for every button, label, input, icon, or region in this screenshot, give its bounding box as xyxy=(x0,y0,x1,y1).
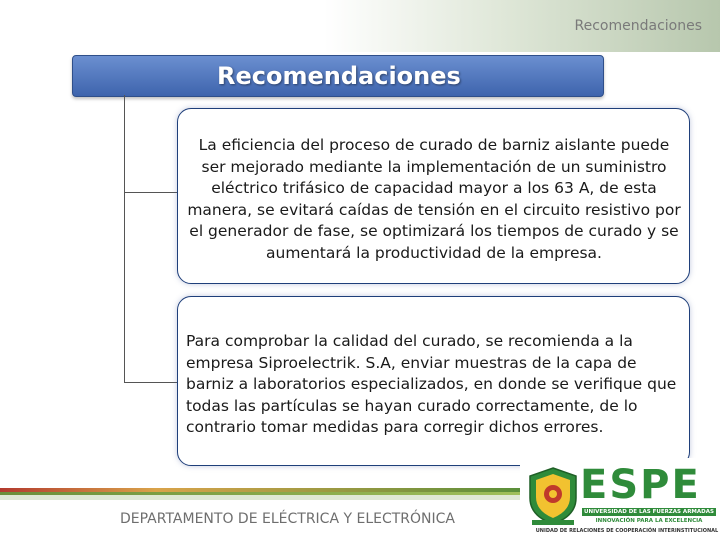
university-motto: INNOVACIÓN PARA LA EXCELENCIA xyxy=(595,518,703,524)
title-banner xyxy=(72,55,604,97)
banner-title: Recomendaciones xyxy=(217,62,461,90)
tree-connector-branch-2 xyxy=(124,382,178,383)
university-name: UNIVERSIDAD DE LAS FUERZAS ARMADAS xyxy=(582,508,716,516)
footer-stripes xyxy=(0,488,520,500)
espe-wordmark: ESPE xyxy=(580,462,701,508)
university-crest-icon xyxy=(526,466,580,526)
recommendation-card-2 xyxy=(177,296,690,466)
top-header-bar xyxy=(0,0,720,52)
tree-connector-branch-1 xyxy=(124,192,178,193)
tree-connector-vertical xyxy=(124,95,125,382)
header-title: Recomendaciones xyxy=(574,18,702,34)
recommendation-text-2: Para comprobar la calidad del curado, se recomienda a la empresa Siproelectrik. S.A, enviar muestras de la capa de barniz a laboratorios especializados, en donde se verifique que todas las partículas se hayan curado correctamente, de lo contrario tomar medidas para corregir dichos errores. xyxy=(186,332,677,436)
footer-stripe-3 xyxy=(0,495,520,500)
department-label: DEPARTAMENTO DE ELÉCTRICA Y ELECTRÓNICA xyxy=(120,511,455,527)
espe-logo xyxy=(520,458,720,540)
recommendation-text-1: La eficiencia del proceso de curado de barniz aislante puede ser mejorado mediante la implementación de un suministro eléctrico trifásico de capacidad mayor a los 63 A, de esta manera, se evitará caídas de tensión en el circuito resistivo por el generador de fase, se optimizará los tiempos de curado y se aumentará la productividad de la empresa. xyxy=(187,136,681,262)
recommendation-card-1 xyxy=(177,108,690,284)
unit-name: UNIDAD DE RELACIONES DE COOPERACIÓN INTERINSTITUCIONAL xyxy=(535,528,719,534)
